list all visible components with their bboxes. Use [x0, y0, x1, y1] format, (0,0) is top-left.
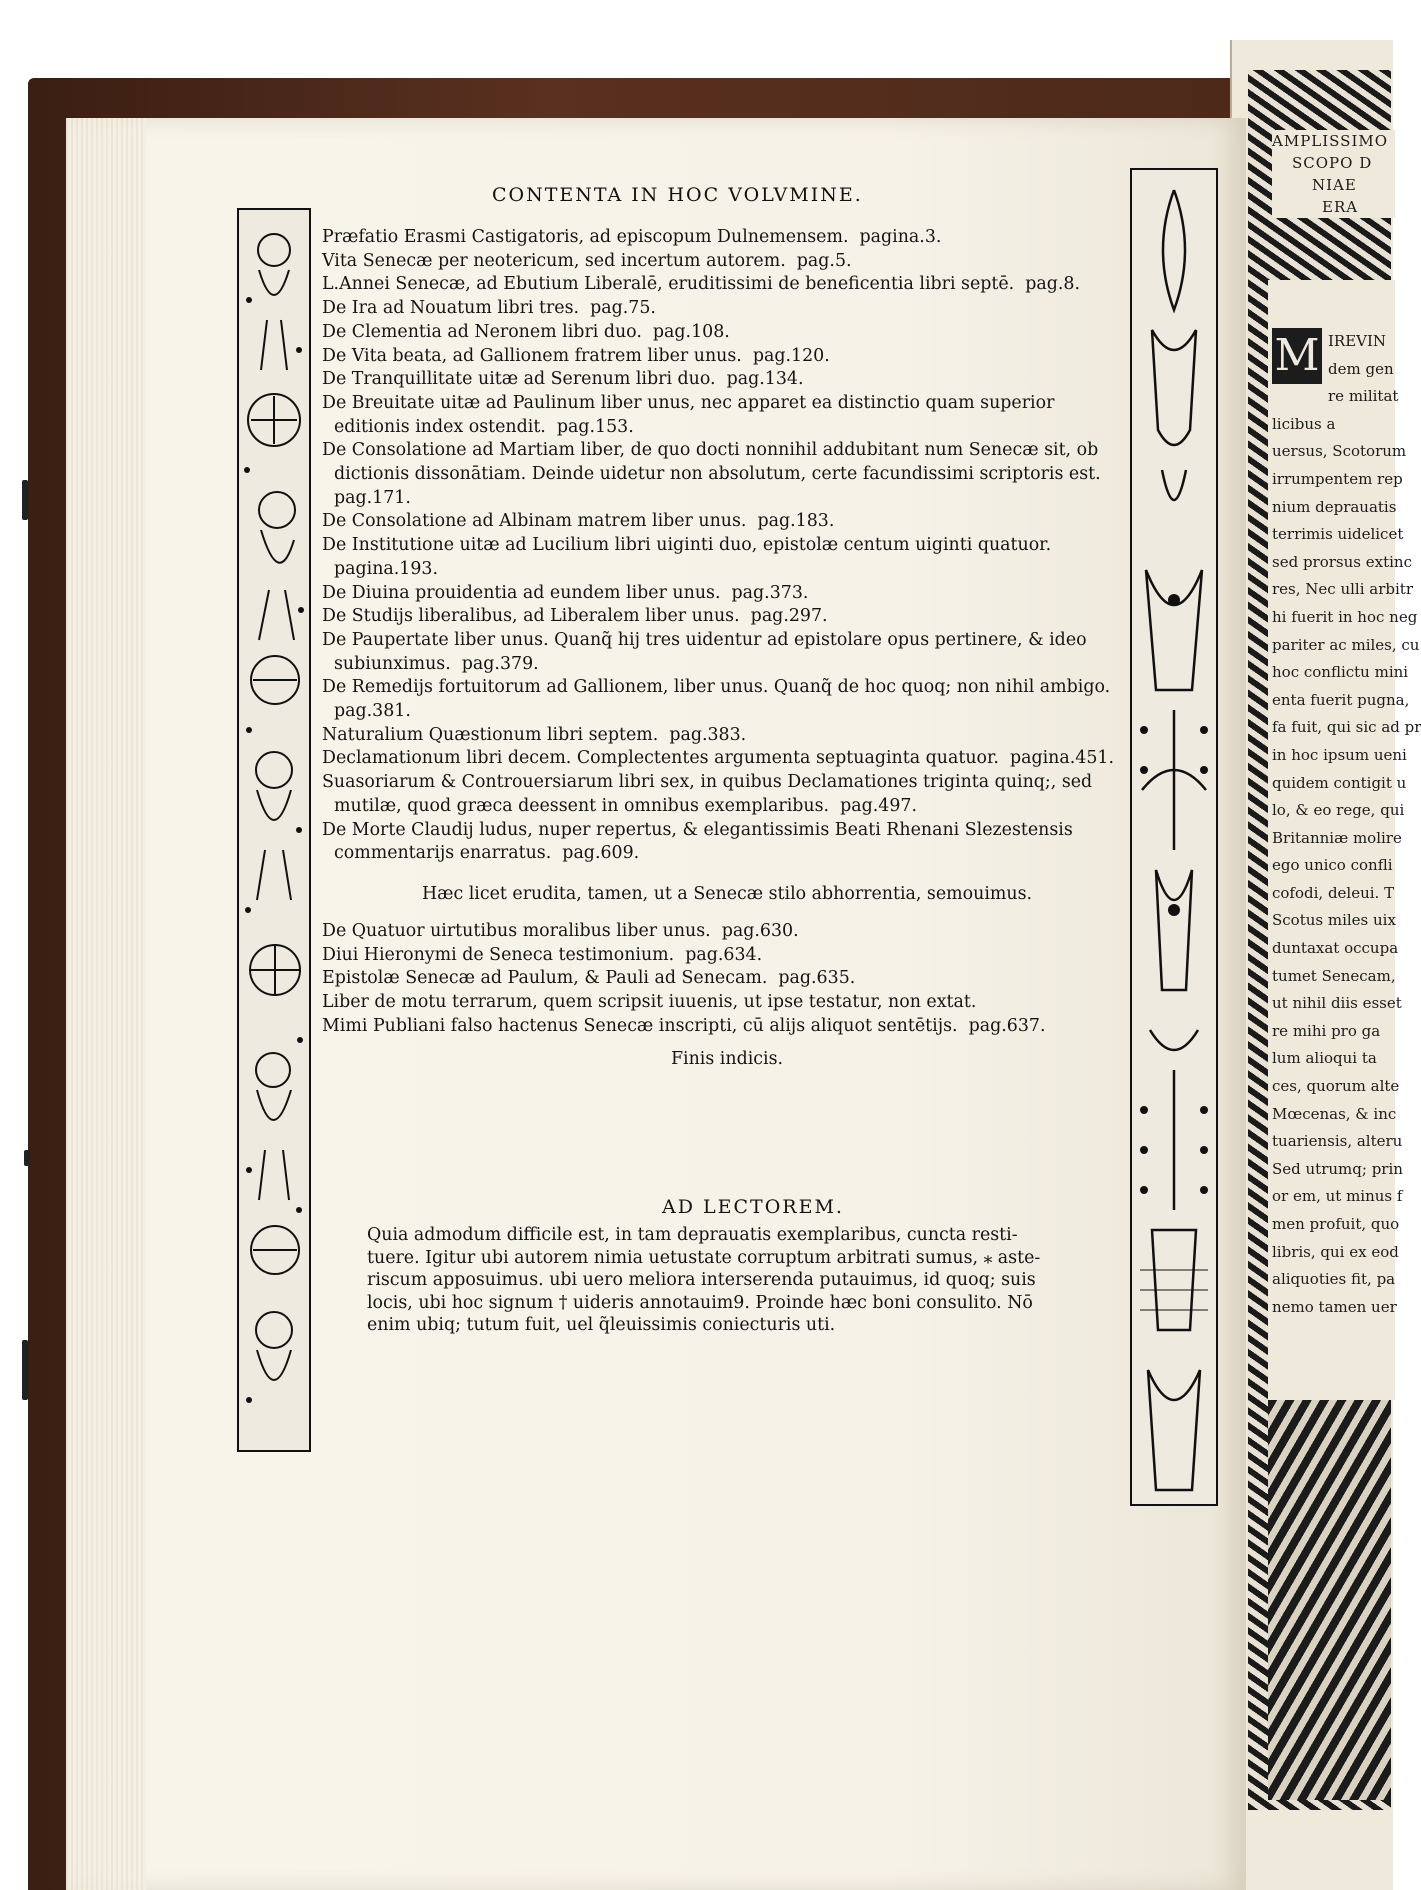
entries-part2	[322, 920, 1132, 1039]
right-page-line: libris, qui ex eod	[1272, 1242, 1399, 1261]
right-woodcut-border	[1130, 168, 1218, 1506]
contents-entry: Præfatio Erasmi Castigatoris, ad episcopum Dulnemensem. pagina.3.	[322, 227, 942, 247]
ad-lectorem-paragraph	[367, 1224, 1041, 1337]
clasp-small	[24, 1150, 30, 1166]
right-page-line: duntaxat occupa	[1272, 939, 1399, 958]
left-woodcut-border	[237, 208, 311, 1452]
contents-entry: De Clementia ad Neronem libri duo. pag.108.	[322, 321, 730, 342]
right-page-line: cofodi, deleui. T	[1272, 883, 1395, 902]
contents-entry: Mimi Publiani falso hactenus Senecæ inscripti, cū alijs aliquot sentētijs. pag.637.	[322, 1015, 1046, 1036]
right-page-line: fa fuit, qui sic ad pr	[1272, 718, 1421, 737]
right-page-line: irrumpentem rep	[1272, 469, 1403, 488]
page-edges	[66, 118, 146, 1890]
dropcap: M	[1272, 328, 1322, 384]
contents-entry: De Remedijs fortuitorum ad Gallionem, liber unus. Quanq̃ de hoc quoq; non nihil ambigo. pag.381.	[322, 677, 1122, 722]
right-page-line: re militat	[1328, 387, 1399, 406]
right-header-line: SCOPO D	[1292, 154, 1373, 172]
right-page-line: in hoc ipsum ueni	[1272, 745, 1407, 764]
contents-entry: De Vita beata, ad Gallionem fratrem liber unus. pag.120.	[322, 345, 830, 366]
contents-entry: Naturalium Quæstionum libri septem. pag.383.	[322, 724, 747, 745]
contents-heading: CONTENTA IN HOC VOLVMINE.	[492, 184, 863, 206]
right-page-line: IREVIN	[1328, 332, 1387, 350]
contents-entry: De Consolatione ad Albinam matrem liber unus. pag.183.	[322, 511, 835, 532]
right-page-text	[1268, 132, 1421, 1400]
table-of-contents	[322, 170, 1138, 1370]
right-page-line: terrimis uidelicet	[1272, 525, 1404, 544]
contents-entry: Declamationum libri decem. Complectentes argumenta septuaginta quatuor. pagina.451.	[322, 748, 1114, 769]
contents-entry: Vita Senecæ per neotericum, sed incertum autorem. pag.5.	[322, 250, 852, 271]
right-page-line: hoc conflictu mini	[1272, 663, 1409, 682]
right-page-line: nium deprauatis	[1272, 497, 1397, 516]
right-page-line: ces, quorum alte	[1272, 1077, 1400, 1096]
contents-entry: De Diuina prouidentia ad eundem liber unus. pag.373.	[322, 582, 809, 603]
putti-woodcut-illustration	[239, 210, 309, 1450]
right-header-line: AMPLISSIMO	[1272, 132, 1389, 150]
right-page-line: tumet Senecam,	[1272, 966, 1396, 985]
contents-entry: De Quatuor uirtutibus moralibus liber unus. pag.630.	[322, 920, 799, 941]
contents-entry: De Breuitate uitæ ad Paulinum liber unus, nec apparet ea distinctio quam superior editionis index ostendit. pag.153.	[322, 392, 1060, 437]
paragraph-line: Quia admodum difficile est, in tam deprauatis exemplaribus, cuncta resti-	[367, 1225, 1018, 1245]
contents-entry: Diui Hieronymi de Seneca testimonium. pag.634.	[322, 944, 763, 965]
right-page-lines	[1272, 328, 1421, 1321]
clasp-top	[22, 480, 28, 520]
right-page-line: or em, ut minus f	[1272, 1187, 1403, 1206]
right-page-line: sed prorsus extinc	[1272, 552, 1412, 571]
contents-entry: De Ira ad Nouatum libri tres. pag.75.	[322, 298, 656, 319]
right-page-line: Mœcenas, & inc	[1272, 1104, 1397, 1123]
paragraph-line: enim ubiq; tutum fuit, uel q̃leuissimis coniecturis uti.	[367, 1315, 836, 1335]
right-page-line: Britanniæ molire	[1272, 828, 1402, 847]
contents-entries	[322, 226, 1132, 1071]
right-page-line: Sed utrumq; prin	[1272, 1159, 1403, 1178]
contents-entry: De Studijs liberalibus, ad Liberalem liber unus. pag.297.	[322, 606, 828, 627]
contents-entry: De Tranquillitate uitæ ad Serenum libri duo. pag.134.	[322, 369, 804, 390]
paragraph-line: riscum apposuimus. ubi uero meliora interserenda putauimus, id quoq; suis	[367, 1270, 1036, 1290]
right-page-line: quidem contigit u	[1272, 773, 1407, 792]
right-page-line: lo, & eo rege, qui	[1272, 801, 1405, 820]
right-page-line: dem gen	[1328, 359, 1394, 378]
right-page-line: nemo tamen uer	[1272, 1297, 1397, 1316]
contents-entry: De Consolatione ad Martiam liber, de quo docti nonnihil addubitant num Senecæ sit, ob dictionis dissonātiam. Deinde uidetur non absolutum, certe facundissimi scriptoris est. pag.171.	[322, 440, 1112, 508]
contents-entry: De Paupertate liber unus. Quanq̃ hij tres uidentur ad epistolare opus pertinere, & ideo subiunximus. pag.379.	[322, 629, 1093, 674]
right-page-line: enta fuerit pugna,	[1272, 690, 1410, 709]
right-page-line: res, Nec ulli arbitr	[1272, 580, 1413, 599]
right-page-line: ego unico confli	[1272, 856, 1393, 875]
right-header-line: ERA	[1322, 198, 1359, 216]
contents-entry: Liber de motu terrarum, quem scripsit iuuenis, ut ipse testatur, non extat.	[322, 992, 977, 1013]
right-header-line: NIAE	[1312, 176, 1357, 194]
right-page-line: ut nihil diis esset	[1272, 994, 1402, 1013]
contents-entry: L.Annei Senecæ, ad Ebutium Liberalē, eruditissimi de beneficentia libri septē. pag.8.	[322, 274, 1081, 295]
right-page-header	[1272, 130, 1395, 218]
contents-entry: De Institutione uitæ ad Lucilium libri uiginti duo, epistolæ centum uiginti quatuor. pagina.193.	[322, 535, 1063, 579]
right-page-line: hi fuerit in hoc neg	[1272, 607, 1418, 626]
paragraph-line: tuere. Igitur ubi autorem nimia uetustate corruptum arbitrati sumus, ⁎ aste-	[367, 1247, 1041, 1268]
contents-entry: De Morte Claudij ludus, nuper repertus, & elegantissimis Beati Rhenani Slezestensis commentarijs enarratus. pag.609.	[322, 819, 1079, 864]
right-page-bottom-woodcut	[1268, 1400, 1391, 1800]
separator-note: Hæc licet erudita, tamen, ut a Senecæ stilo abhorrentia, semouimus.	[421, 883, 1033, 904]
right-page-line: re mihi pro ga	[1272, 1021, 1381, 1040]
right-page-line: tuariensis, alteru	[1272, 1132, 1403, 1151]
right-page-line: men profuit, quo	[1272, 1215, 1400, 1233]
vase-candelabra-woodcut-illustration	[1132, 170, 1216, 1504]
right-page-line: uersus, Scotorum	[1272, 442, 1407, 461]
right-page-line: pariter ac miles, cu	[1272, 635, 1420, 654]
right-page-line: licibus a	[1272, 414, 1336, 433]
right-page-line: lum alioqui ta	[1272, 1049, 1377, 1068]
contents-entry: Epistolæ Senecæ ad Paulum, & Pauli ad Senecam. pag.635.	[322, 968, 856, 989]
right-page-line: aliquoties fit, pa	[1272, 1270, 1396, 1289]
paragraph-line: locis, ubi hoc signum † uideris annotauim9. Proinde hæc boni consulito. Nō	[367, 1292, 1033, 1313]
entries-part1	[322, 226, 1132, 866]
ad-lectorem-heading: AD LECTOREM.	[662, 1196, 844, 1218]
finis-indicis: Finis indicis.	[670, 1048, 784, 1069]
clasp-bottom	[22, 1340, 28, 1400]
right-page-line: Scotus miles uix	[1272, 911, 1396, 930]
contents-entry: Suasoriarum & Controuersiarum libri sex, in quibus Declamationes triginta quinq;, sed mutilæ, quod græca deessent in omnibus exemplaribus. pag.497.	[322, 772, 1098, 816]
